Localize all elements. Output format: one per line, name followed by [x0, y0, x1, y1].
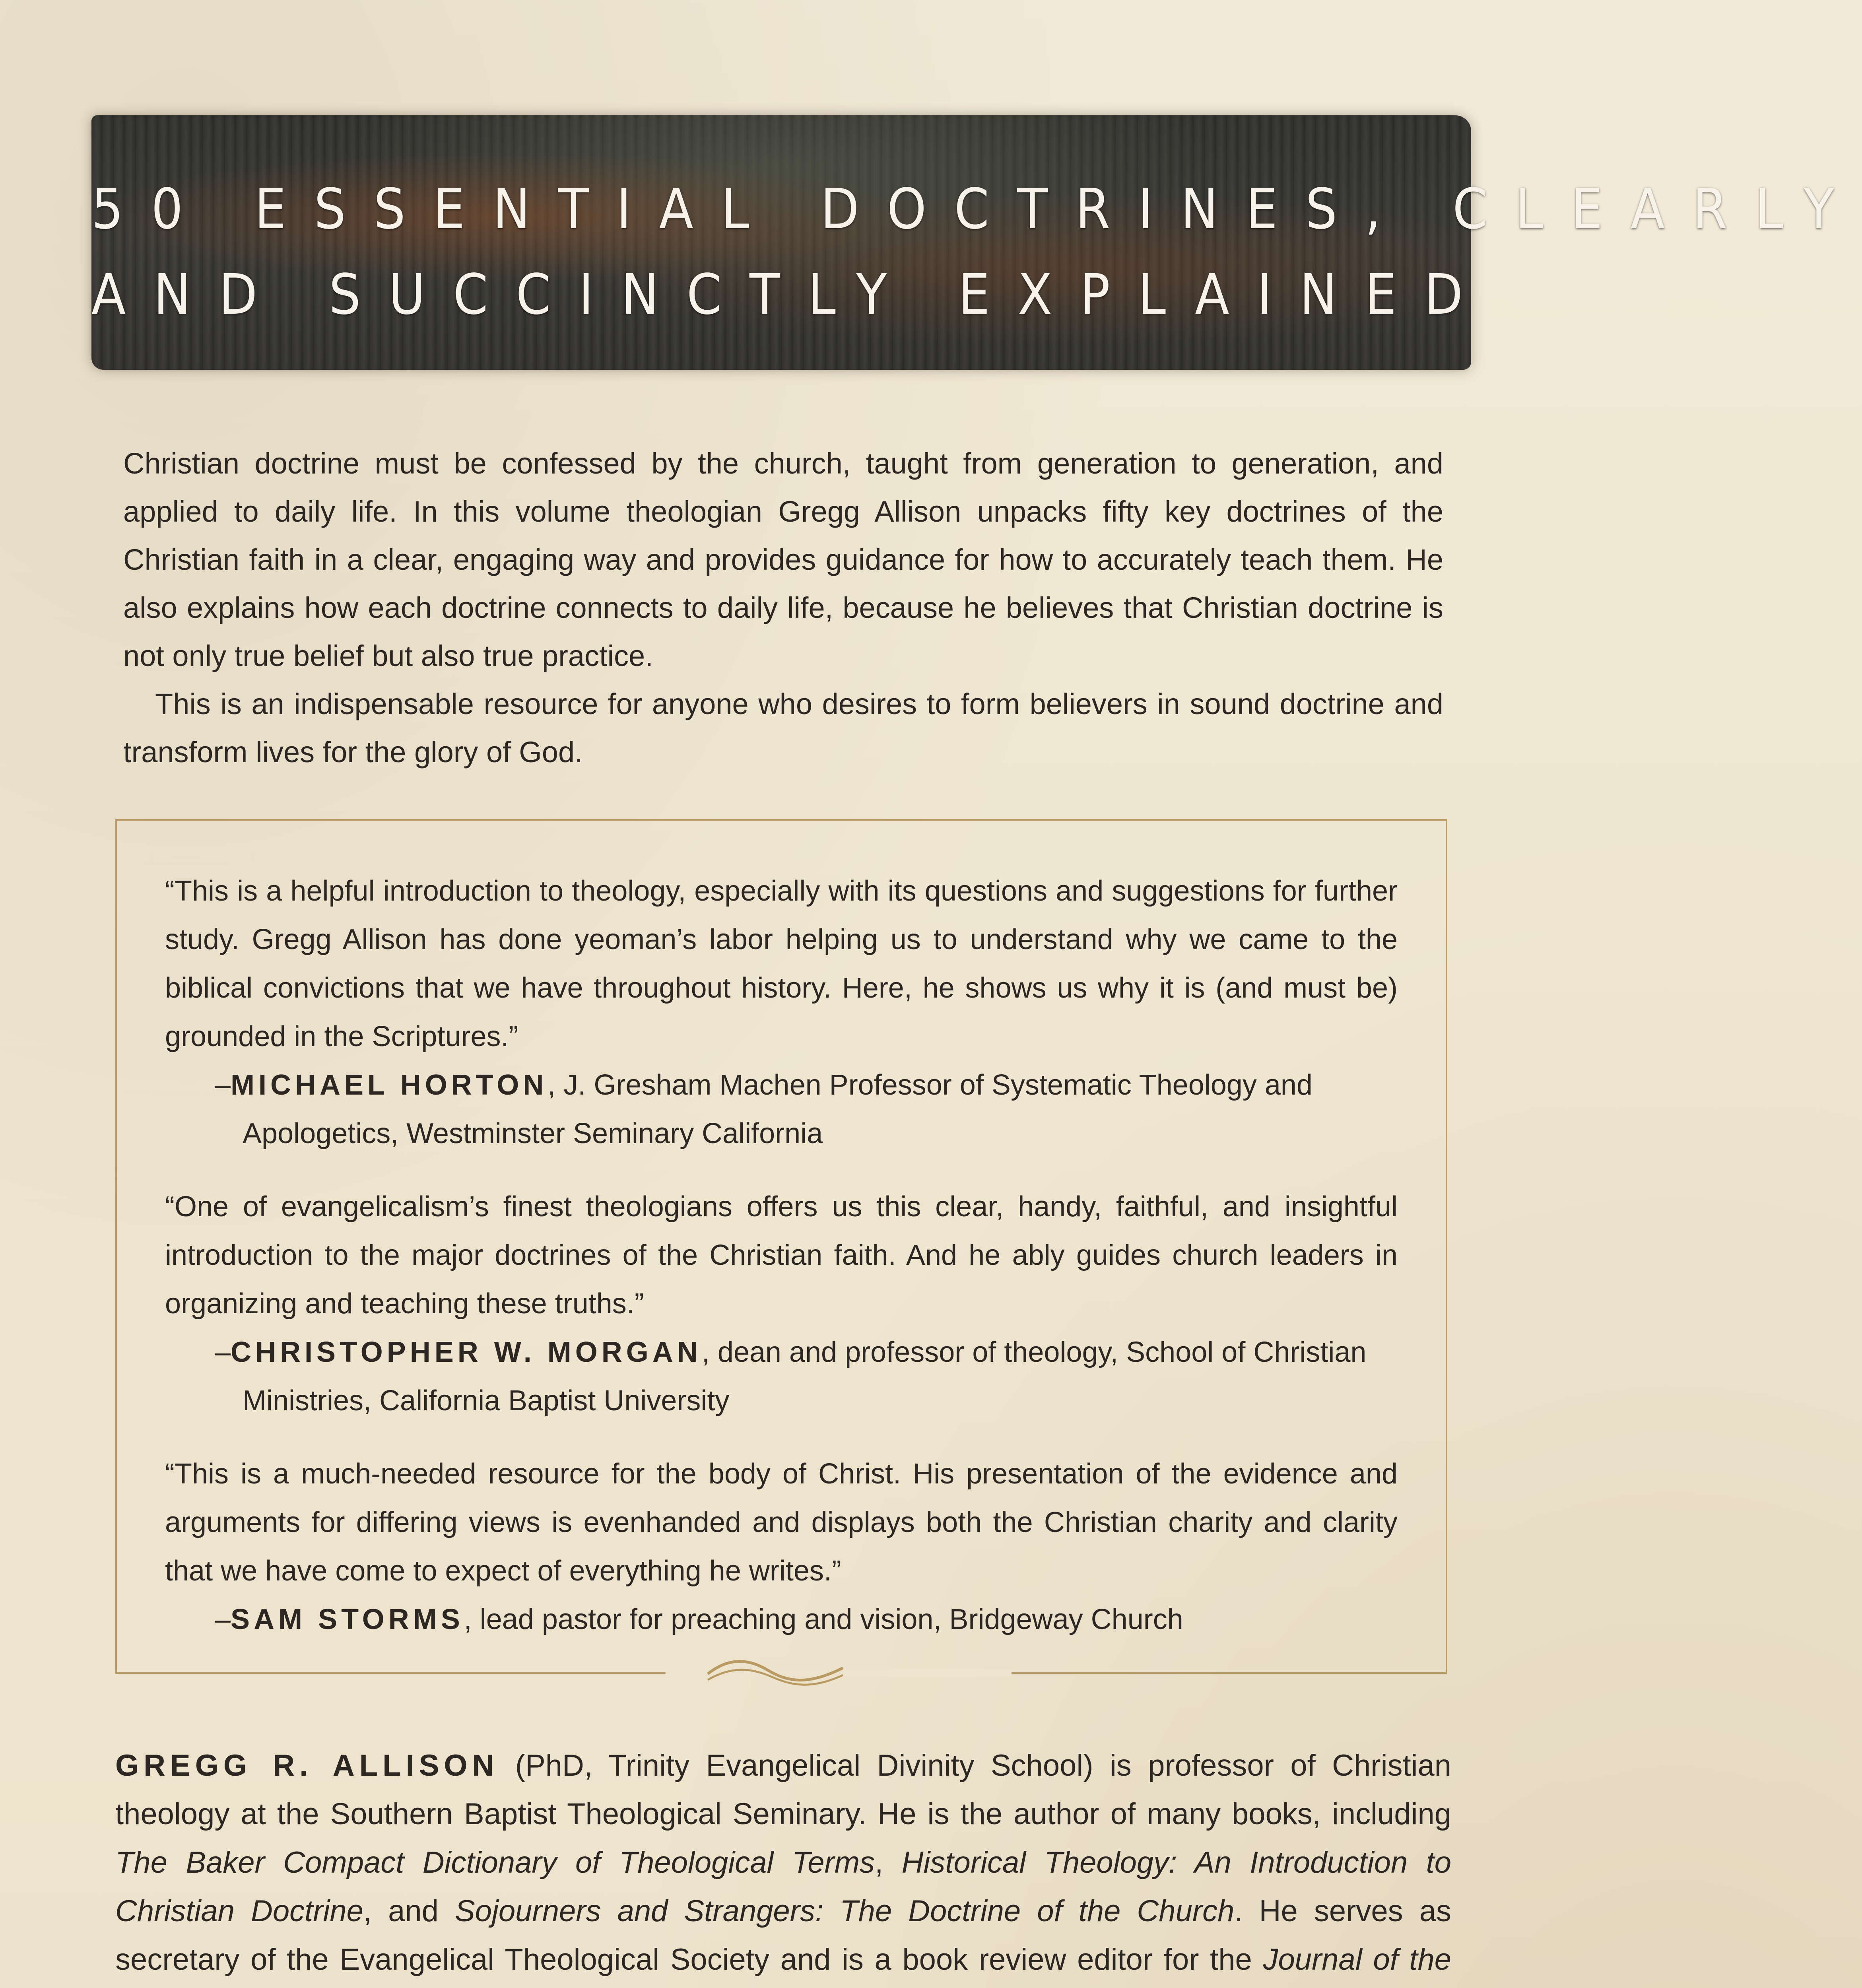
- author-bio: [115, 1741, 1451, 1988]
- description-paragraph-2: This is an indispensable resource for anyone who desires to form believers in sound doctrine and transform lives for the glory of God.: [123, 687, 1443, 769]
- endorsement: [165, 1450, 1398, 1644]
- endorsement: [165, 867, 1398, 1158]
- bio-text: (PhD, Trinity Evangelical Divinity School) is professor of Christian theology at the Southern Baptist Theological Seminary. He is the author of many books, including: [115, 1749, 1451, 1831]
- bio-separator: ,: [875, 1846, 902, 1879]
- endorsement: [165, 1182, 1398, 1425]
- endorser-title: , lead pastor for preaching and vision, Bridgeway Church: [464, 1604, 1183, 1635]
- journal-title: Journal of the: [1263, 1943, 1451, 1976]
- book-description: [123, 439, 1443, 776]
- banner-title-line-1: 50 ESSENTIAL DOCTRINES, CLEARLY: [91, 177, 1862, 242]
- endorsement-attribution: –CHRISTOPHER W. MORGAN, dean and professor of theology, School of Christian Ministries, California Baptist University: [215, 1336, 1367, 1417]
- book-title: The Baker Compact Dictionary of Theological Terms: [115, 1846, 875, 1879]
- endorser-name: MICHAEL HORTON: [231, 1069, 548, 1101]
- bio-text: . He serves as secretary of the Evangelical Theological Society and is a book review editor for the: [115, 1894, 1452, 1976]
- endorser-title: , dean and professor of theology, School of Christian Ministries, California Baptist University: [243, 1336, 1367, 1417]
- author-name: GREGG R. ALLISON: [115, 1749, 499, 1782]
- endorser-name: SAM STORMS: [231, 1604, 464, 1635]
- endorser-name: CHRISTOPHER W. MORGAN: [231, 1336, 702, 1368]
- endorser-title: , J. Gresham Machen Professor of Systematic Theology and Apologetics, Westminster Seminary California: [243, 1069, 1313, 1149]
- endorsement-quote: “This is a much-needed resource for the body of Christ. His presentation of the evidence and arguments for differing views is evenhanded and displays both the Christian charity and clarity that we have come to expect of everything he writes.”: [165, 1458, 1398, 1587]
- banner-title-line-2: AND SUCCINCTLY EXPLAINED: [91, 262, 1491, 327]
- endorsement-quote: “One of evangelicalism’s finest theologians offers us this clear, handy, faithful, and insightful introduction to the major doctrines of the Christian faith. And he ably guides church leaders in organizing and teaching these truths.”: [165, 1191, 1398, 1320]
- title-banner: [91, 115, 1862, 370]
- book-title: Historical Theology: An Introduction to Christian Doctrine: [115, 1846, 1452, 1928]
- endorsements: [165, 867, 1398, 1668]
- endorsement-attribution: –SAM STORMS, lead pastor for preaching and vision, Bridgeway Church: [215, 1604, 1183, 1635]
- endorsement-quote: “This is a helpful introduction to theology, especially with its questions and suggestions for further study. Gregg Allison has done yeoman’s labor helping us to understand why we came to the biblical convictions that we have throughout history. Here, he shows us why it is (and must be) grounded in the Scriptures.”: [165, 875, 1398, 1052]
- bio-separator: , and: [363, 1894, 455, 1928]
- description-paragraph-1: Christian doctrine must be confessed by the church, taught from generation to generation, and applied to daily life. In this volume theologian Gregg Allison unpacks fifty key doctrines of the Christian faith in a clear, engaging way and provides guidance for how to accurately teach them. He also explains how each doctrine connects to daily life, because he believes that Christian doctrine is not only true belief but also true practice.: [123, 447, 1443, 672]
- book-title: Sojourners and Strangers: The Doctrine of the Church: [455, 1894, 1235, 1928]
- endorsement-attribution: –MICHAEL HORTON, J. Gresham Machen Professor of Systematic Theology and Apologetics, Westminster Seminary California: [215, 1069, 1313, 1149]
